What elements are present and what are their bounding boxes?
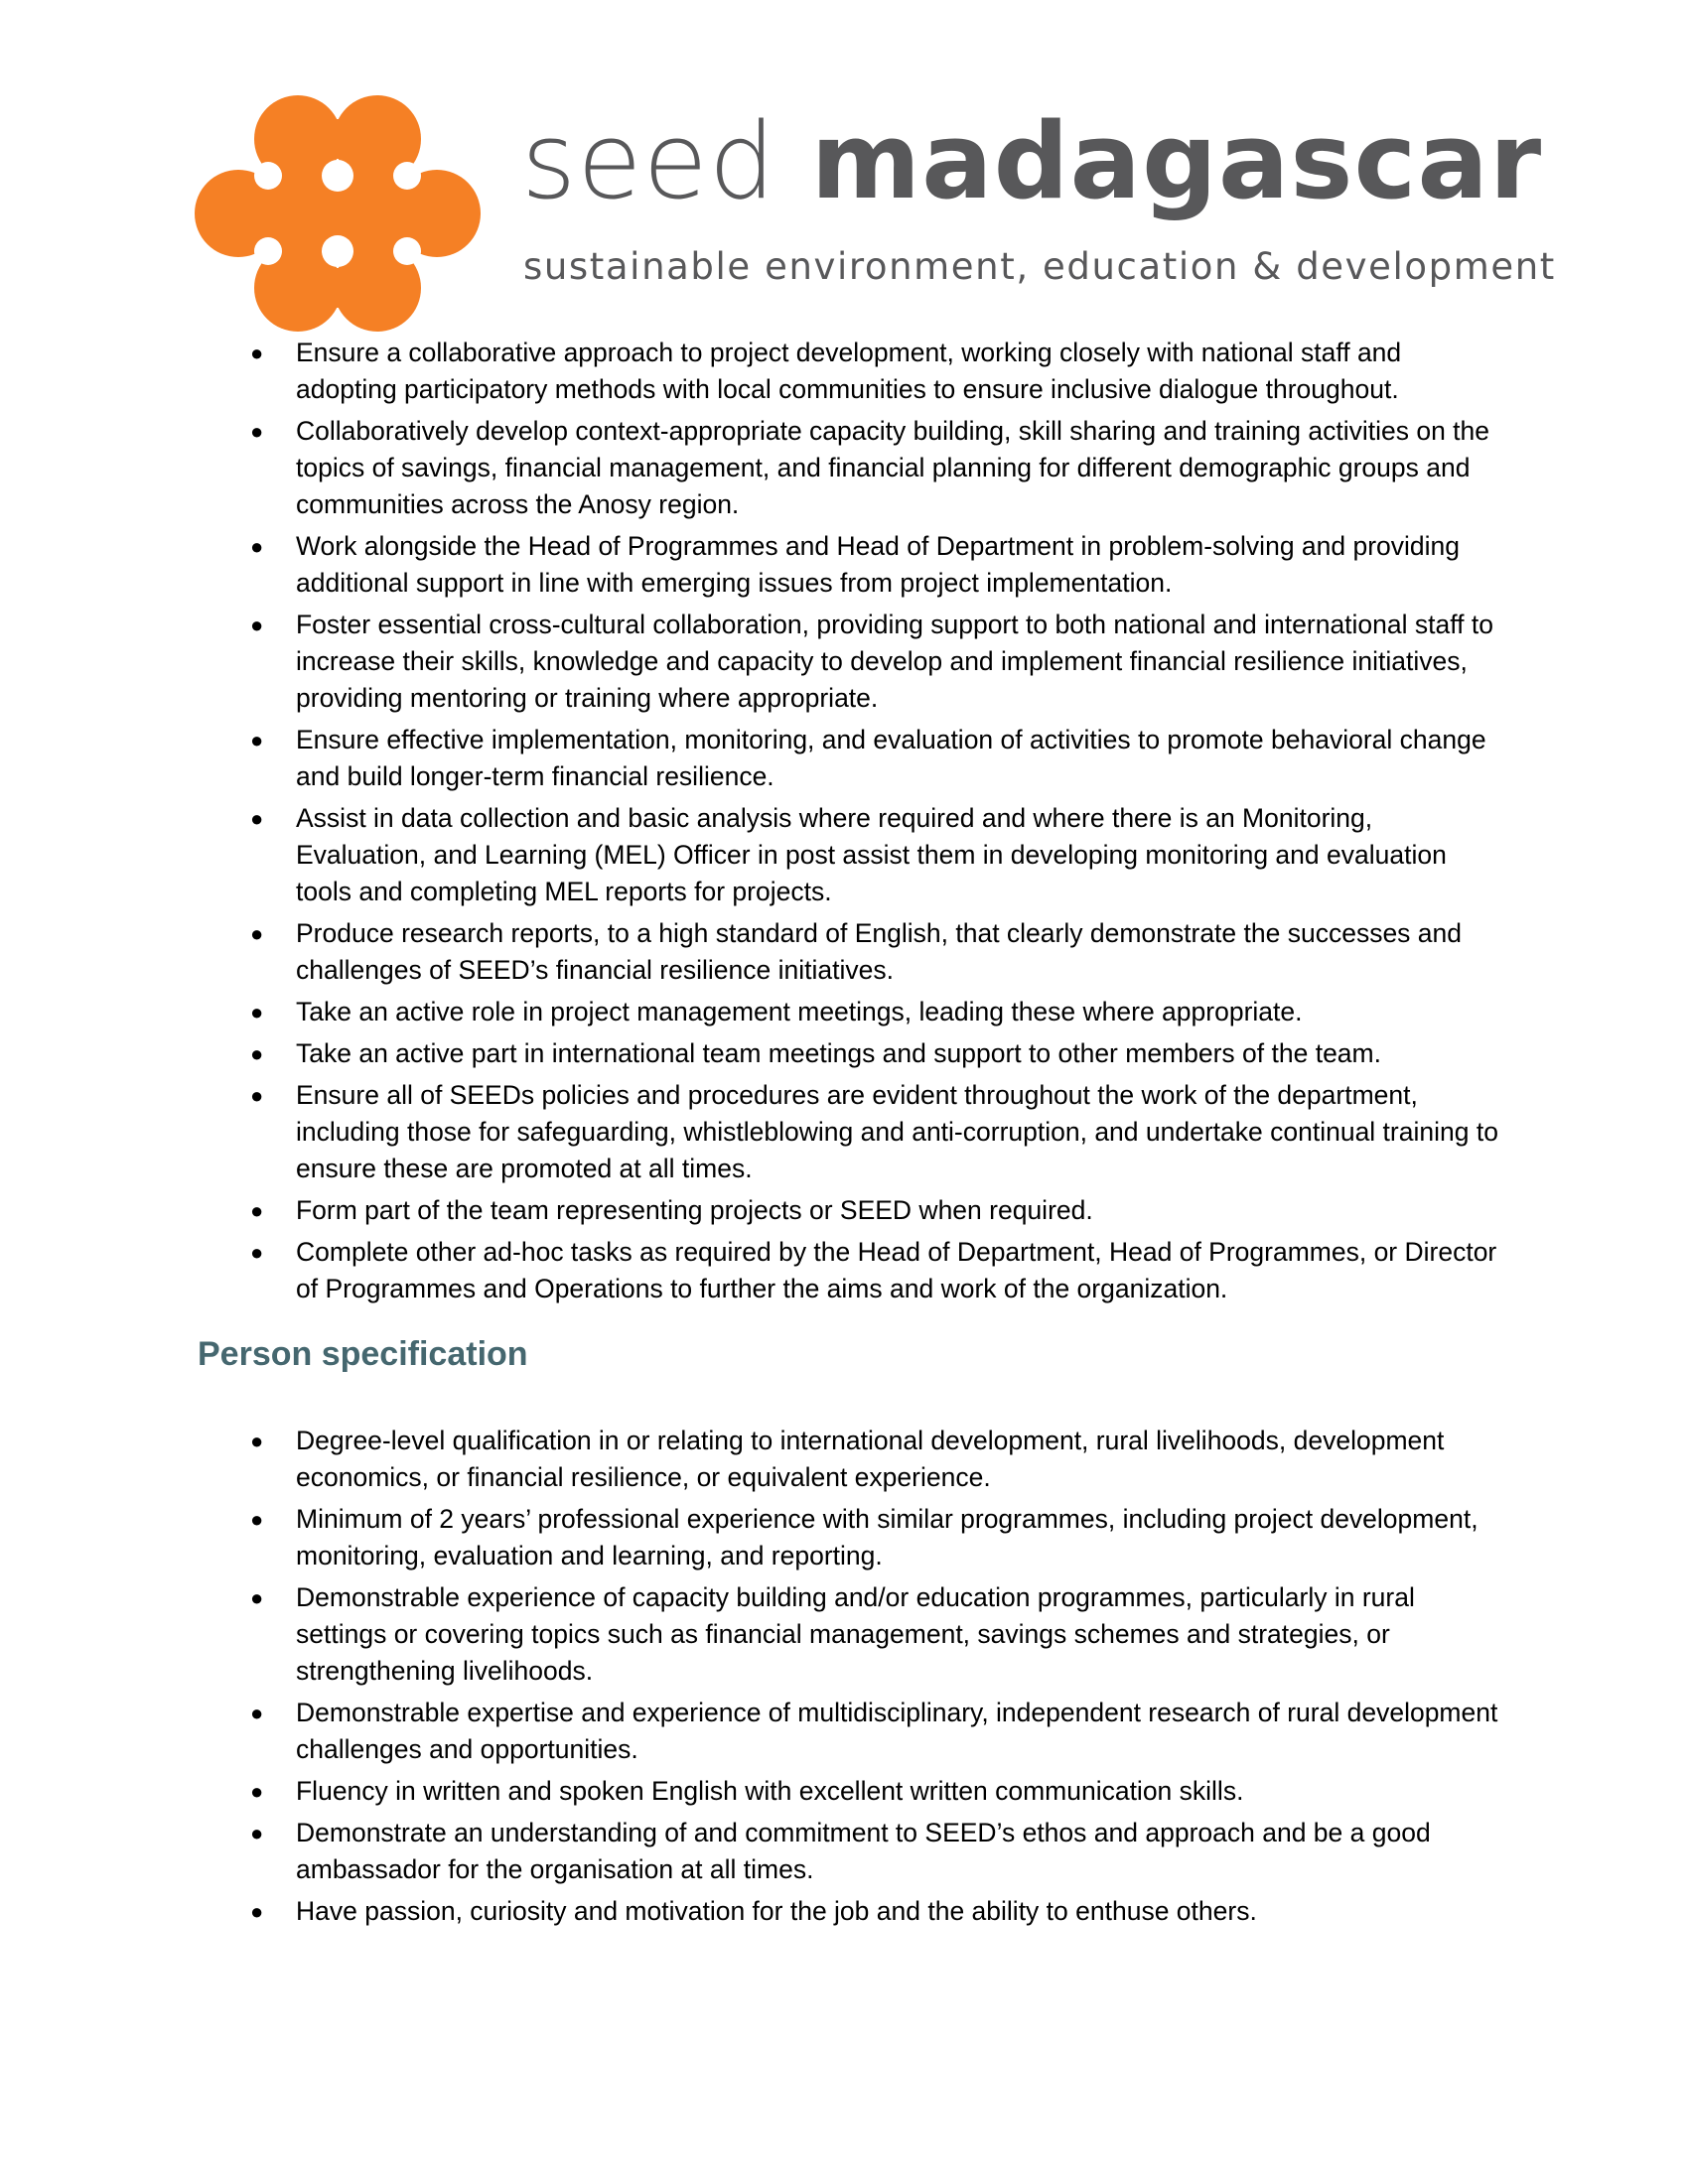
- bullet-icon: ●: [250, 1585, 264, 1610]
- list-item: [0, 915, 1688, 989]
- list-item-text: Demonstrable expertise and experience of multidisciplinary, independent research of rural development challenges and opportunities.: [296, 1698, 1498, 1764]
- bullet-icon: ●: [250, 1041, 264, 1066]
- bullet-icon: ●: [250, 1198, 264, 1223]
- page-header: [194, 94, 1556, 333]
- list-item-text: Form part of the team representing projects or SEED when required.: [296, 1195, 1093, 1225]
- list-item: [0, 1501, 1688, 1574]
- list-item: [0, 1077, 1688, 1187]
- bullet-icon: ●: [250, 341, 264, 365]
- bullet-icon: ●: [250, 1000, 264, 1024]
- list-item: [0, 722, 1688, 795]
- list-item-text: Demonstrable experience of capacity building and/or education programmes, particularly in rural settings or covering topics such as financial management, savings schemes and strategies, or strengthening livelihoods.: [296, 1582, 1415, 1686]
- bullet-icon: ●: [250, 1701, 264, 1725]
- brand-tagline: sustainable environment, education & development: [523, 245, 1556, 288]
- list-item: [0, 1192, 1688, 1229]
- list-item: [0, 413, 1688, 523]
- list-item-text: Minimum of 2 years’ professional experience with similar programmes, including project development, monitoring, evaluation and learning, and reporting.: [296, 1504, 1478, 1570]
- list-item: [0, 1695, 1688, 1768]
- list-item-text: Have passion, curiosity and motivation for the job and the ability to enthuse others.: [296, 1896, 1257, 1926]
- bullet-icon: ●: [250, 613, 264, 637]
- list-item: [0, 1234, 1688, 1307]
- brand-name: [521, 102, 1542, 221]
- list-item: [0, 1815, 1688, 1888]
- list-item-text: Foster essential cross-cultural collaboration, providing support to both national and international staff to increase their skills, knowledge and capacity to develop and implement financial resilience initiatives, providing mentoring or training where appropriate.: [296, 610, 1493, 713]
- list-item-text: Complete other ad-hoc tasks as required by the Head of Department, Head of Programmes, or Director of Programmes and Operations to further the aims and work of the organization.: [296, 1237, 1497, 1303]
- list-item: [0, 607, 1688, 717]
- brand-name-bold: madagascar: [810, 100, 1543, 222]
- bullet-icon: ●: [250, 1899, 264, 1924]
- bullet-icon: ●: [250, 806, 264, 831]
- list-item-text: Degree-level qualification in or relating to international development, rural livelihoods, development economics, or financial resilience, or equivalent experience.: [296, 1426, 1445, 1492]
- brand-name-light: seed: [521, 100, 811, 222]
- list-item: [0, 528, 1688, 602]
- bullet-icon: ●: [250, 1821, 264, 1845]
- bullet-icon: ●: [250, 534, 264, 559]
- list-item-text: Ensure all of SEEDs policies and procedures are evident throughout the work of the department, including those for safeguarding, whistleblowing and anti-corruption, and undertake continual training to ensure these are promoted at all times.: [296, 1080, 1498, 1183]
- list-item-text: Take an active part in international team meetings and support to other members of the team.: [296, 1038, 1381, 1068]
- list-item-text: Work alongside the Head of Programmes and Head of Department in problem-solving and providing additional support in line with emerging issues from project implementation.: [296, 531, 1461, 598]
- list-item: [0, 335, 1688, 408]
- list-item-text: Produce research reports, to a high standard of English, that clearly demonstrate the successes and challenges of SEED’s financial resilience initiatives.: [296, 918, 1463, 985]
- person-specification-list: [0, 1423, 1688, 1935]
- list-item: [0, 800, 1688, 910]
- responsibilities-list: [0, 335, 1688, 1312]
- list-item-text: Demonstrate an understanding of and commitment to SEED’s ethos and approach and be a good ambassador for the organisation at all times.: [296, 1818, 1431, 1884]
- list-item-text: Collaboratively develop context-appropriate capacity building, skill sharing and training activities on the topics of savings, financial management, and financial planning for different demographic groups and communities across the Anosy region.: [296, 416, 1490, 519]
- list-item-text: Fluency in written and spoken English with excellent written communication skills.: [296, 1776, 1244, 1806]
- list-item: [0, 994, 1688, 1030]
- person-specification-heading: Person specification: [198, 1335, 528, 1373]
- bullet-icon: ●: [250, 1507, 264, 1532]
- seed-madagascar-logo-icon: [194, 94, 482, 333]
- bullet-icon: ●: [250, 921, 264, 946]
- list-item: [0, 1893, 1688, 1930]
- bullet-icon: ●: [250, 1083, 264, 1108]
- list-item-text: Take an active role in project management meetings, leading these where appropriate.: [296, 997, 1303, 1026]
- list-item: [0, 1423, 1688, 1496]
- list-item: [0, 1035, 1688, 1072]
- list-item-text: Ensure effective implementation, monitoring, and evaluation of activities to promote behavioral change and build longer-term financial resilience.: [296, 725, 1486, 791]
- list-item: [0, 1773, 1688, 1810]
- bullet-icon: ●: [250, 1240, 264, 1265]
- bullet-icon: ●: [250, 419, 264, 444]
- bullet-icon: ●: [250, 728, 264, 752]
- list-item-text: Assist in data collection and basic analysis where required and where there is an Monitoring, Evaluation, and Learning (MEL) Officer in post assist them in developing monitoring and evaluation tools and completing MEL reports for projects.: [296, 803, 1447, 906]
- list-item-text: Ensure a collaborative approach to project development, working closely with national staff and adopting participatory methods with local communities to ensure inclusive dialogue throughout.: [296, 338, 1402, 404]
- list-item: [0, 1579, 1688, 1690]
- bullet-icon: ●: [250, 1429, 264, 1453]
- bullet-icon: ●: [250, 1779, 264, 1804]
